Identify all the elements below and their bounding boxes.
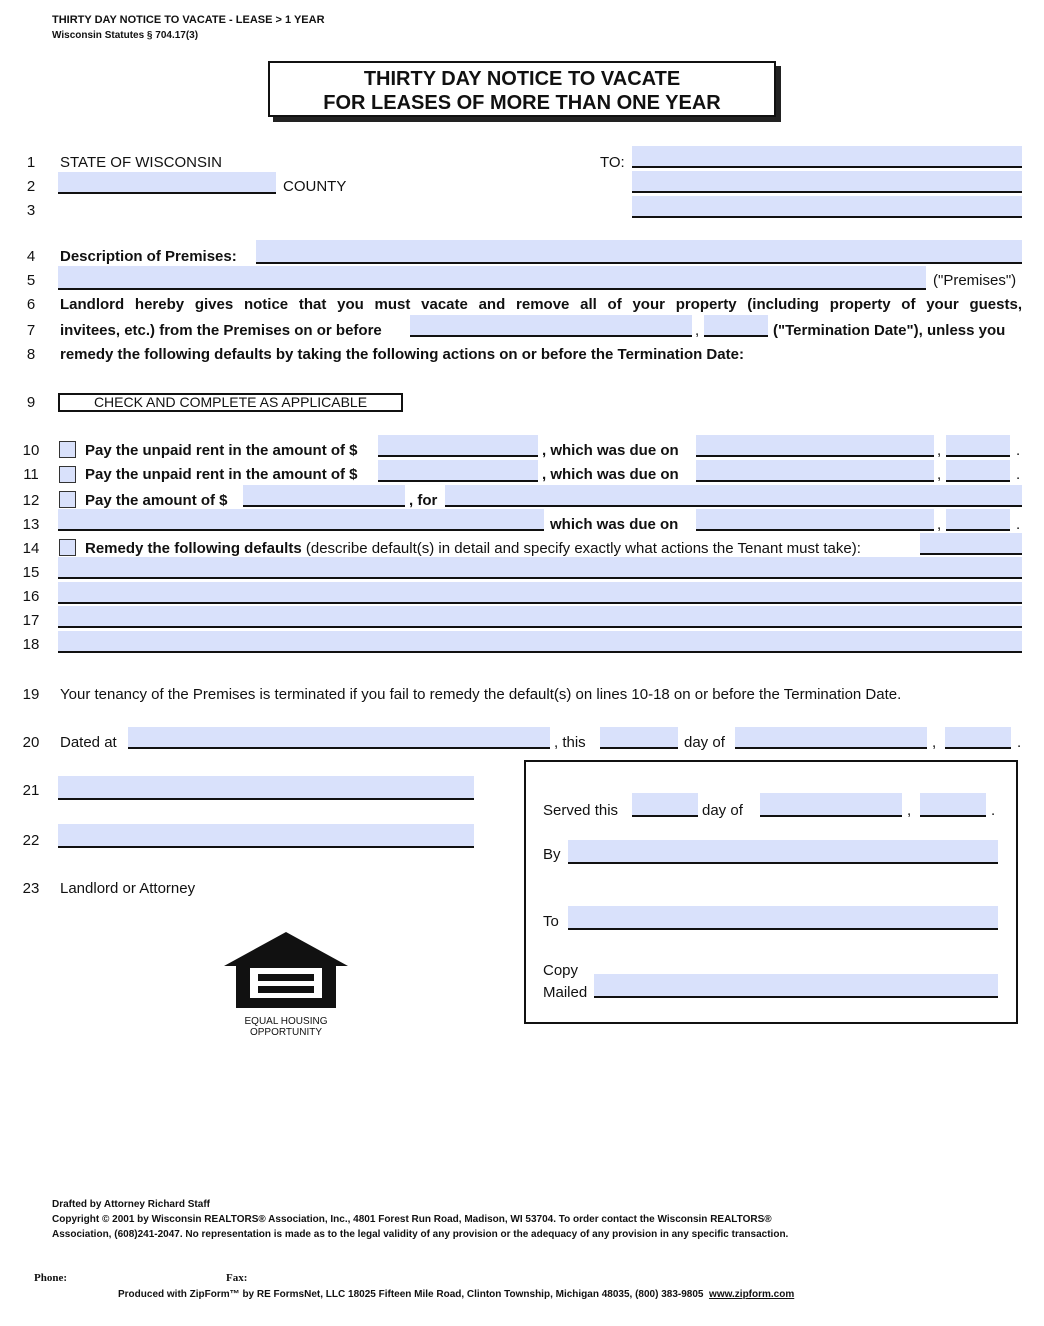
line-number: 16 xyxy=(22,588,40,605)
month-field[interactable] xyxy=(735,727,927,749)
landlord-signature-field[interactable] xyxy=(58,776,474,800)
line-number: 13 xyxy=(22,516,40,533)
title-line-2: FOR LEASES OF MORE THAN ONE YEAR xyxy=(323,92,721,114)
pay-amount-field[interactable] xyxy=(243,485,405,507)
dated-at-label: Dated at xyxy=(60,734,117,751)
line-number: 10 xyxy=(22,442,40,459)
served-year-field[interactable] xyxy=(920,793,986,817)
this-label: , this xyxy=(554,734,586,751)
line-number: 7 xyxy=(26,322,36,339)
line-number: 6 xyxy=(26,296,36,313)
termination-statement: Your tenancy of the Premises is terminated if you fail to remedy the default(s) on lines 10-18 on or before the Termination Date. xyxy=(60,686,902,703)
for-label: , for xyxy=(409,492,438,509)
served-month-field[interactable] xyxy=(760,793,902,817)
comma: , xyxy=(937,442,942,459)
served-to-field[interactable] xyxy=(568,906,998,930)
rent-due-year-field-2[interactable] xyxy=(946,460,1010,482)
dated-at-field[interactable] xyxy=(128,727,550,749)
unpaid-rent-amount-field-2[interactable] xyxy=(378,460,538,482)
day-field[interactable] xyxy=(600,727,678,749)
remedy-defaults-field-1[interactable] xyxy=(920,533,1022,555)
year-field[interactable] xyxy=(945,727,1011,749)
pay-unpaid-rent-checkbox-2[interactable] xyxy=(59,466,76,483)
line-number: 4 xyxy=(26,248,36,265)
form-name: THIRTY DAY NOTICE TO VACATE - LEASE > 1 YEAR xyxy=(52,14,325,26)
line-number: 12 xyxy=(22,492,40,509)
which-due-label: , which was due on xyxy=(542,466,679,483)
remedy-defaults-field-2[interactable] xyxy=(58,557,1022,579)
rent-due-year-field-1[interactable] xyxy=(946,435,1010,457)
period: . xyxy=(1016,516,1021,533)
served-this-label: Served this xyxy=(543,802,619,819)
premises-description-field[interactable] xyxy=(256,240,1022,264)
county-label: COUNTY xyxy=(283,178,347,195)
rent-due-date-field-1[interactable] xyxy=(696,435,934,457)
mailed-label: Mailed xyxy=(543,984,588,1001)
notice-text-line-7: invitees, etc.) from the Premises on or before xyxy=(60,322,382,339)
line-number: 14 xyxy=(22,540,40,557)
pay-amount-label: Pay the amount of $ xyxy=(85,492,228,509)
to-label: TO: xyxy=(600,154,625,171)
line-number: 18 xyxy=(22,636,40,653)
comma: , xyxy=(937,466,942,483)
termination-date-field[interactable] xyxy=(410,315,692,337)
termination-date-label: ("Termination Date"), unless you xyxy=(773,322,1006,339)
line-number: 3 xyxy=(26,202,36,219)
remedy-defaults-instructions: (describe default(s) in detail and specify exactly what actions the Tenant must take): xyxy=(305,540,861,557)
remedy-defaults-field-3[interactable] xyxy=(58,582,1022,604)
pay-amount-checkbox[interactable] xyxy=(59,491,76,508)
description-label: Description of Premises: xyxy=(60,248,237,265)
amount-due-date-field[interactable] xyxy=(696,509,934,531)
premises-description-field-2[interactable] xyxy=(58,266,926,290)
notice-text-line-8: remedy the following defaults by taking the following actions on or before the Termination Date: xyxy=(60,346,744,363)
produced-by-text: Produced with ZipForm™ by RE FormsNet, LLC 18025 Fifteen Mile Road, Clinton Township, Michigan 48035, (800) 383-9805 xyxy=(118,1289,704,1300)
pay-for-description-field-2[interactable] xyxy=(58,509,544,531)
to-name-field[interactable] xyxy=(632,146,1022,168)
line-number: 5 xyxy=(26,272,36,289)
period: . xyxy=(1016,442,1021,459)
pay-unpaid-rent-checkbox-1[interactable] xyxy=(59,441,76,458)
unpaid-rent-amount-field-1[interactable] xyxy=(378,435,538,457)
line-number: 15 xyxy=(22,564,40,581)
fax-label: Fax: xyxy=(226,1272,248,1284)
to-address-field[interactable] xyxy=(632,171,1022,193)
remedy-defaults-field-5[interactable] xyxy=(58,631,1022,653)
period: . xyxy=(1017,734,1022,751)
comma: , xyxy=(695,322,700,339)
served-to-label: To xyxy=(543,913,559,930)
equal-housing-line-1: EQUAL HOUSING xyxy=(244,1016,328,1027)
served-day-field[interactable] xyxy=(632,793,698,817)
line-number: 19 xyxy=(22,686,40,703)
day-of-label: day of xyxy=(684,734,725,751)
zipform-link[interactable]: www.zipform.com xyxy=(709,1289,795,1300)
amount-due-year-field[interactable] xyxy=(946,509,1010,531)
remedy-defaults-field-4[interactable] xyxy=(58,606,1022,628)
line-number: 11 xyxy=(23,466,39,483)
served-day-of-label: day of xyxy=(702,802,743,819)
county-field[interactable] xyxy=(58,172,276,194)
pay-unpaid-rent-label: Pay the unpaid rent in the amount of $ xyxy=(85,466,358,483)
equal-housing-line-2: OPPORTUNITY xyxy=(249,1027,323,1038)
title-line-1: THIRTY DAY NOTICE TO VACATE xyxy=(363,68,681,90)
pay-unpaid-rent-label: Pay the unpaid rent in the amount of $ xyxy=(85,442,358,459)
copyright-line-1: Copyright © 2001 by Wisconsin REALTORS® Association, Inc., 4801 Forest Run Road, Madison, WI 53704. To order contact the Wisconsin REALTORS® xyxy=(52,1214,772,1225)
line-number: 1 xyxy=(26,154,36,171)
period: . xyxy=(991,802,996,819)
line-number: 20 xyxy=(22,734,40,751)
served-by-label: By xyxy=(543,846,561,863)
drafted-by: Drafted by Attorney Richard Staff xyxy=(52,1199,210,1210)
period: . xyxy=(1016,466,1021,483)
copy-label: Copy xyxy=(543,962,579,979)
line-number: 21 xyxy=(22,782,40,799)
line-number: 2 xyxy=(26,178,36,195)
equal-housing-opportunity-icon xyxy=(222,930,350,1012)
remedy-defaults-label: Remedy the following defaults xyxy=(85,540,302,557)
notice-text-line-6: Landlord hereby gives notice that you must vacate and remove all of your property (including property of your guests, xyxy=(60,296,1022,313)
comma: , xyxy=(932,734,937,751)
copy-mailed-field[interactable] xyxy=(594,974,998,998)
termination-year-field[interactable] xyxy=(704,315,768,337)
rent-due-date-field-2[interactable] xyxy=(696,460,934,482)
comma: , xyxy=(937,516,942,533)
remedy-defaults-checkbox[interactable] xyxy=(59,539,76,556)
line-number: 22 xyxy=(22,832,40,849)
pay-for-description-field[interactable] xyxy=(445,485,1022,507)
produced-by xyxy=(118,1289,794,1300)
line-number: 8 xyxy=(26,346,36,363)
comma: , xyxy=(907,802,912,819)
premises-label: ("Premises") xyxy=(933,272,1017,289)
state-label: STATE OF WISCONSIN xyxy=(60,154,222,171)
line-number: 23 xyxy=(22,880,40,897)
check-and-complete-banner: CHECK AND COMPLETE AS APPLICABLE xyxy=(58,393,403,412)
remedy-defaults-text xyxy=(85,540,861,557)
statute-reference: Wisconsin Statutes § 704.17(3) xyxy=(52,30,199,41)
which-due-label-2: which was due on xyxy=(550,516,679,533)
landlord-name-field[interactable] xyxy=(58,824,474,848)
form-title xyxy=(268,61,776,117)
to-city-field[interactable] xyxy=(632,196,1022,218)
line-number: 9 xyxy=(26,394,36,411)
copyright-line-2: Association, (608)241-2047. No representation is made as to the legal validity of any provision or the adequacy of any provision in any specific transaction. xyxy=(52,1229,789,1240)
served-by-field[interactable] xyxy=(568,840,998,864)
landlord-or-attorney-label: Landlord or Attorney xyxy=(60,880,196,897)
phone-label: Phone: xyxy=(34,1272,67,1284)
which-due-label: , which was due on xyxy=(542,442,679,459)
line-number: 17 xyxy=(22,612,40,629)
equal-housing-caption xyxy=(214,1016,358,1038)
